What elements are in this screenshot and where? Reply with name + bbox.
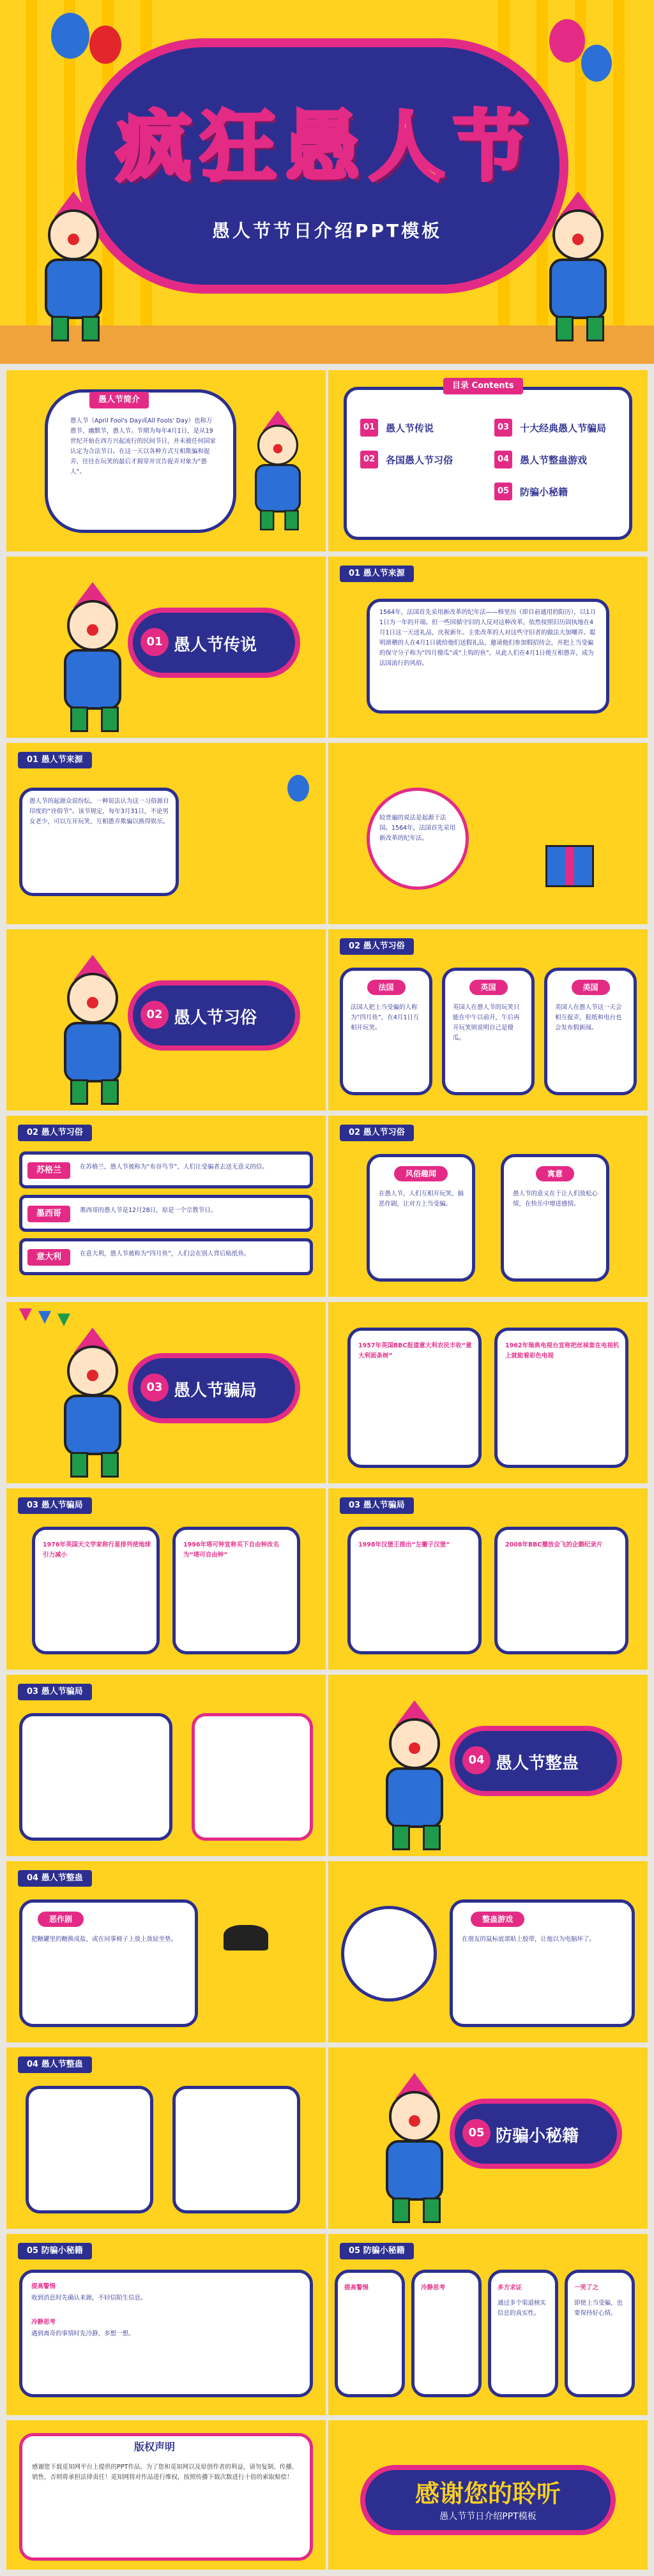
section-number: 05 bbox=[462, 2119, 490, 2147]
prank-slide[interactable] bbox=[6, 1861, 326, 2042]
thanks-subtitle: 愚人节节日介绍PPT模板 bbox=[439, 2512, 536, 2522]
tips-frame: 提高警惕 收到消息时先确认来源，不轻信陌生信息。 冷静思考 遇到离奇的事情时先冷静，多想一想。 bbox=[19, 2270, 313, 2397]
balloon-icon bbox=[287, 775, 309, 802]
slide-tag: 04 愚人节整蛊 bbox=[18, 1870, 92, 1887]
slide-tag: 01 愚人节来源 bbox=[18, 752, 92, 768]
section-title: 愚人节传说 bbox=[174, 636, 257, 655]
origin-slide-3[interactable] bbox=[328, 743, 648, 924]
prank-card: 整蛊游戏 在朋友的鼠标底部贴上胶带，让他以为电脑坏了。 bbox=[450, 1899, 635, 2027]
hoax-card: 2008年BBC播放会飞的企鹅纪录片 bbox=[494, 1527, 628, 1654]
clown-illustration bbox=[240, 410, 316, 528]
toc-heading: 目录 Contents bbox=[443, 378, 523, 394]
cover-subtitle: 愚人节节日介绍PPT模板 bbox=[211, 220, 443, 241]
origin-text: 1564年，法国首先采用新改革的纪年法——格里历（即目前通用的阳历），以1月1日为一年的开端。但一些因循守旧的人反对这种改革，依然按照旧历固执地在4月1日这一天送礼品，庆祝新年。主张改革的人对这些守旧者的做法大加嘲弄。聪明滑稽的人在4月1日就给他们送假礼品，邀请他们参加假招待会，并把上当受骗的保守分子称为“四月傻瓜”或“上钩的鱼”。从此人们在4月1日便互相愚弄，成为法国流行的风俗。 bbox=[379, 609, 596, 667]
hoax-card bbox=[192, 1713, 313, 1841]
balloon-icon bbox=[549, 19, 585, 63]
surprise-circle bbox=[341, 1906, 437, 2002]
section-title: 愚人节骗局 bbox=[174, 1381, 257, 1400]
section-slide-01[interactable] bbox=[6, 557, 326, 738]
custom-card: 寓意 愚人节的意义在于让人们放松心情，在快乐中增进感情。 bbox=[501, 1154, 609, 1282]
origin-slide-2[interactable] bbox=[6, 743, 326, 924]
tip-card: 一笑了之 即使上当受骗，也要保持好心情。 bbox=[565, 2270, 635, 2397]
hoax-card: 1996年塔可钟宣称买下自由钟改名为“塔可自由钟” bbox=[172, 1527, 300, 1654]
custom-card: 美国 美国人在愚人节这一天会相互捉弄，报纸和电台也会发布假新闻。 bbox=[544, 968, 637, 1095]
slide-tag: 02 愚人节习俗 bbox=[340, 1125, 414, 1141]
cover-slide[interactable] bbox=[0, 0, 654, 364]
custom-card: 风俗趣闻 在愚人节，人们互相开玩笑、搞恶作剧，让对方上当受骗。 bbox=[367, 1154, 475, 1282]
clown-illustration bbox=[367, 1700, 462, 1847]
balloon-icon bbox=[89, 26, 121, 64]
slide-tag: 02 愚人节习俗 bbox=[340, 938, 414, 955]
intro-text: 愚人节（April Fool's Day或All Fools' Day）也称万愚节、幽默节，愚人节。节期为每年4月1日，是从19世纪开始在西方兴起流行的民间节日，并未被任何国家认定为合法节日。在这一天以各种方式互相欺骗和捉弄，往往在玩笑的最后才揭穿并宣告捉弄对象为“愚人”。 bbox=[70, 417, 217, 476]
toc-item[interactable]: 01 愚人节传说 bbox=[360, 415, 482, 440]
section-number: 04 bbox=[462, 1746, 490, 1774]
tips-intro-slide[interactable] bbox=[6, 2048, 326, 2229]
origin-text-left: 愚人节的起源众说纷纭。一种说法认为这一习俗源自印度的“诠俗节”。该节规定，每年3月31日，不论男女老少，可以互开玩笑、互相愚弄欺骗以换得娱乐。 bbox=[29, 798, 169, 825]
section-slide-02[interactable] bbox=[6, 929, 326, 1111]
custom-row: 意大利 在意大利，愚人节被称为“四月鱼”，人们会在别人背后贴纸鱼。 bbox=[19, 1238, 313, 1275]
slide-tag: 02 愚人节习俗 bbox=[18, 1125, 92, 1141]
slide-tag: 05 防骗小秘籍 bbox=[340, 2243, 414, 2259]
hoax-card: 1976年英国天文学家称行星排列使地球引力减小 bbox=[32, 1527, 160, 1654]
balloon-icon bbox=[581, 45, 612, 82]
section-title: 防骗小秘籍 bbox=[496, 2127, 579, 2146]
customs-slide-2[interactable] bbox=[6, 1116, 326, 1297]
clown-illustration bbox=[26, 191, 121, 338]
tip-card: 提高警惕 bbox=[335, 2270, 405, 2397]
clown-illustration bbox=[367, 2073, 462, 2220]
toc-item[interactable]: 04 愚人节整蛊游戏 bbox=[494, 447, 616, 472]
slide-tag: 03 愚人节骗局 bbox=[18, 1684, 92, 1700]
origin-slide[interactable] bbox=[328, 557, 648, 738]
section-slide-04[interactable] bbox=[328, 1675, 648, 1856]
customs-slide-3[interactable] bbox=[328, 1116, 648, 1297]
clown-illustration bbox=[530, 191, 626, 338]
hoax-slide-1[interactable] bbox=[328, 1302, 648, 1483]
toc-item[interactable]: 05 防骗小秘籍 bbox=[494, 479, 616, 504]
slide-tag: 01 愚人节来源 bbox=[340, 565, 414, 582]
bat-icon bbox=[224, 1925, 268, 1951]
section-number: 01 bbox=[141, 628, 169, 656]
cover-title: 疯狂愚人节 bbox=[116, 102, 538, 191]
prank-slide-2[interactable] bbox=[328, 1861, 648, 2042]
custom-card: 英国 英国人在愚人节的玩笑只能在中午以前开，午后再开玩笑则说明自己是傻瓜。 bbox=[442, 968, 535, 1095]
section-title: 愚人节习俗 bbox=[174, 1008, 257, 1028]
tip-card: 冷静思考 bbox=[411, 2270, 482, 2397]
hoax-slide-3[interactable] bbox=[328, 1488, 648, 1670]
hoax-slide-4[interactable] bbox=[6, 1675, 326, 1856]
copyright-text: 感谢您下载觅知网平台上提供的PPT作品，为了您和觅知网以及原创作者的利益，请勿复制、传播、销售，否则将承担法律责任！觅知网将对作品进行维权，按照传播下载次数进行十倍的索取赔偿！ bbox=[32, 2464, 298, 2481]
tip-card: 多方求证 通过多个渠道核实信息的真实性。 bbox=[488, 2270, 558, 2397]
origin-text-right: 较普遍的说法是起源于法国。1564年，法国首先采用新改革的纪年法。 bbox=[379, 814, 456, 842]
hoax-card: 1998年汉堡王推出“左撇子汉堡” bbox=[347, 1527, 482, 1654]
toc-item[interactable]: 02 各国愚人节习俗 bbox=[360, 447, 482, 472]
intro-tag: 愚人节简介 bbox=[89, 392, 149, 408]
slide-tag: 03 愚人节骗局 bbox=[18, 1497, 92, 1514]
clown-illustration bbox=[45, 955, 141, 1102]
tip-card bbox=[172, 2086, 300, 2213]
slide-tag: 04 愚人节整蛊 bbox=[18, 2056, 92, 2073]
gift-icon bbox=[545, 845, 594, 887]
prank-card: 恶作剧 把糖罐里的糖换成盐，或在同事椅子上放上放屁坐垫。 bbox=[19, 1899, 198, 2027]
toc-item[interactable]: 03 十大经典愚人节骗局 bbox=[494, 415, 616, 440]
custom-card: 法国 法国人把上当受骗的人称为“四月鱼”，在4月1日互相开玩笑。 bbox=[340, 968, 432, 1095]
section-title: 愚人节整蛊 bbox=[496, 1754, 579, 1773]
section-number: 03 bbox=[141, 1374, 169, 1402]
hoax-card: 1957年英国BBC报道意大利农民丰收“意大利面条树” bbox=[347, 1328, 482, 1468]
copyright-slide[interactable] bbox=[6, 2420, 326, 2570]
custom-row: 苏格兰 在苏格兰，愚人节被称为“布谷鸟节”，人们让受骗者去送无意义的信。 bbox=[19, 1151, 313, 1188]
balloon-icon bbox=[51, 13, 89, 59]
hoax-slide-2[interactable] bbox=[6, 1488, 326, 1670]
section-number: 02 bbox=[141, 1001, 169, 1029]
thanks-slide[interactable] bbox=[328, 2420, 648, 2570]
section-slide-05[interactable] bbox=[328, 2048, 648, 2229]
intro-slide[interactable] bbox=[6, 370, 326, 551]
hoax-card: 1962年瑞典电视台宣称把丝袜套在电视机上就能看彩色电视 bbox=[494, 1328, 628, 1468]
tips-slide-2[interactable] bbox=[328, 2234, 648, 2415]
tips-slide[interactable] bbox=[6, 2234, 326, 2415]
toc-slide[interactable] bbox=[328, 370, 648, 551]
customs-slide[interactable] bbox=[328, 929, 648, 1111]
clown-illustration bbox=[45, 1328, 141, 1474]
copyright-title: 版权声明 bbox=[134, 2441, 176, 2453]
slide-tag: 05 防骗小秘籍 bbox=[18, 2243, 92, 2259]
tip-card bbox=[26, 2086, 153, 2213]
thanks-title: 感谢您的聆听 bbox=[414, 2480, 561, 2508]
section-slide-03[interactable] bbox=[6, 1302, 326, 1483]
slide-tag: 03 愚人节骗局 bbox=[340, 1497, 414, 1514]
clown-illustration bbox=[45, 582, 141, 729]
custom-row: 墨西哥 墨西哥的愚人节是12月28日，原是一个宗教节日。 bbox=[19, 1195, 313, 1232]
hoax-card bbox=[19, 1713, 172, 1841]
